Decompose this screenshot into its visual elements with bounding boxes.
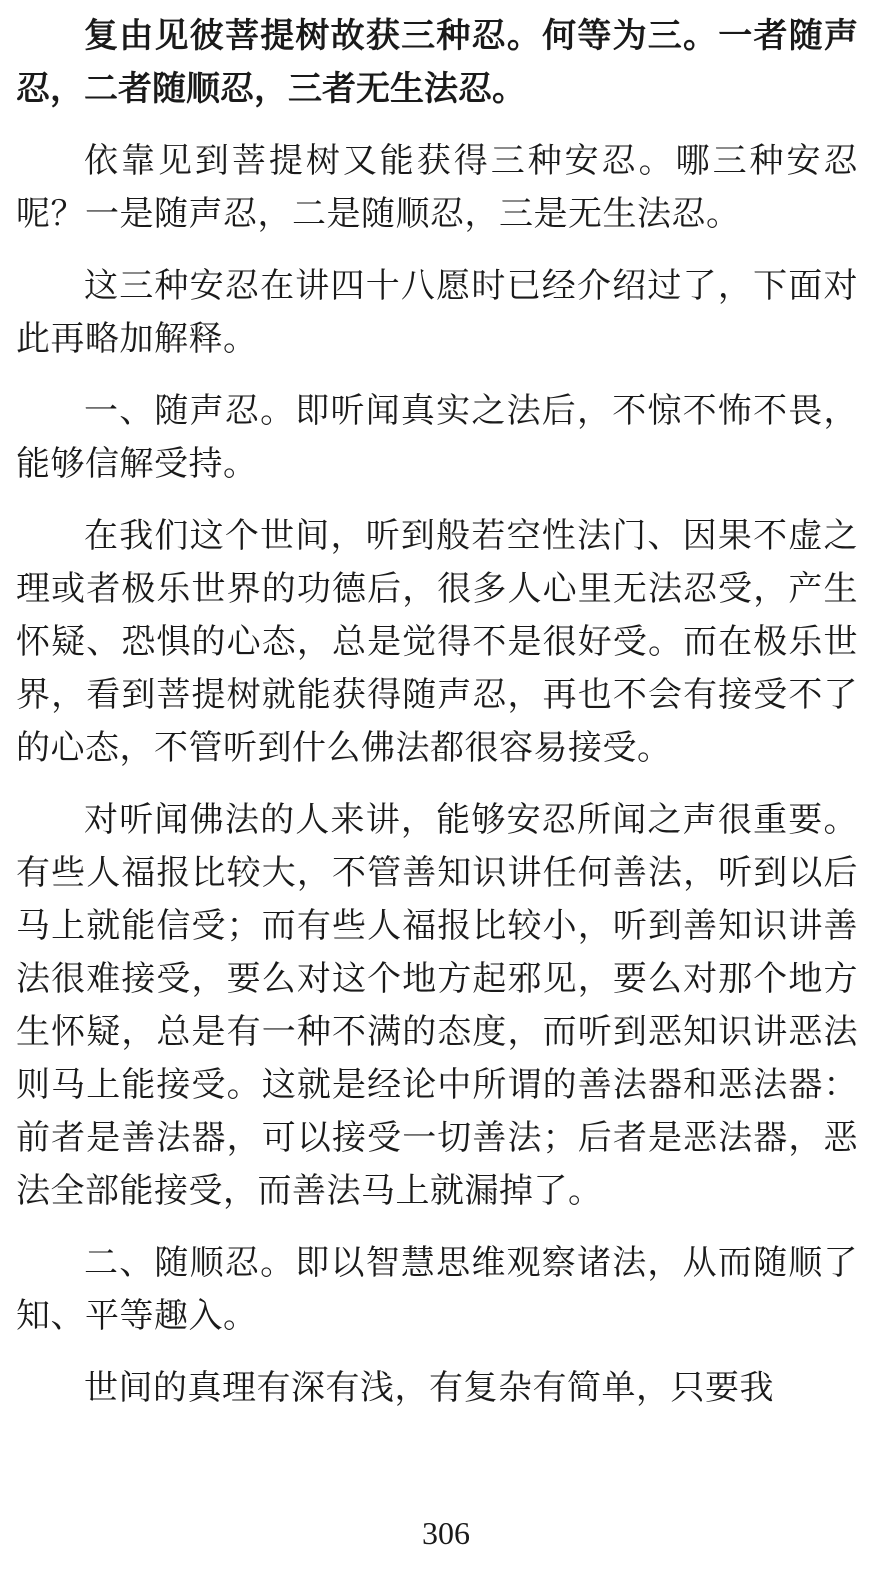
page-number: 306 [422, 1515, 470, 1551]
body-paragraph: 这三种安忍在讲四十八愿时已经介绍过了，下面对此再略加解释。 [16, 266, 858, 359]
page-body [16, 10, 858, 1434]
sutra-quote-paragraph: 复由见彼菩提树故获三种忍。何等为三。一者随声忍，二者随顺忍，三者无生法忍。 [16, 16, 858, 109]
body-paragraph: 在我们这个世间，听到般若空性法门、因果不虚之理或者极乐世界的功德后，很多人心里无法忍受，产生怀疑、恐惧的心态，总是觉得不是很好受。而在极乐世界，看到菩提树就能获得随声忍，再也不会有接受不了的心态，不管听到什么佛法都很容易接受。 [16, 516, 858, 768]
section-heading-paragraph: 二、随顺忍。即以智慧思维观察诸法，从而随顺了知、平等趣入。 [16, 1243, 858, 1336]
body-paragraph: 依靠见到菩提树又能获得三种安忍。哪三种安忍呢？一是随声忍，二是随顺忍，三是无生法忍。 [16, 141, 858, 234]
section-heading-paragraph: 一、随声忍。即听闻真实之法后，不惊不怖不畏，能够信解受持。 [16, 391, 858, 484]
body-paragraph: 世间的真理有深有浅，有复杂有简单，只要我 [84, 1368, 774, 1408]
body-paragraph: 对听闻佛法的人来讲，能够安忍所闻之声很重要。有些人福报比较大，不管善知识讲任何善法，听到以后马上就能信受；而有些人福报比较小，听到善知识讲善法很难接受，要么对这个地方起邪见，要么对那个地方生怀疑，总是有一种不满的态度，而听到恶知识讲恶法则马上能接受。这就是经论中所谓的善法器和恶法器：前者是善法器，可以接受一切善法；后者是恶法器，恶法全部能接受，而善法马上就漏掉了。 [16, 800, 858, 1211]
